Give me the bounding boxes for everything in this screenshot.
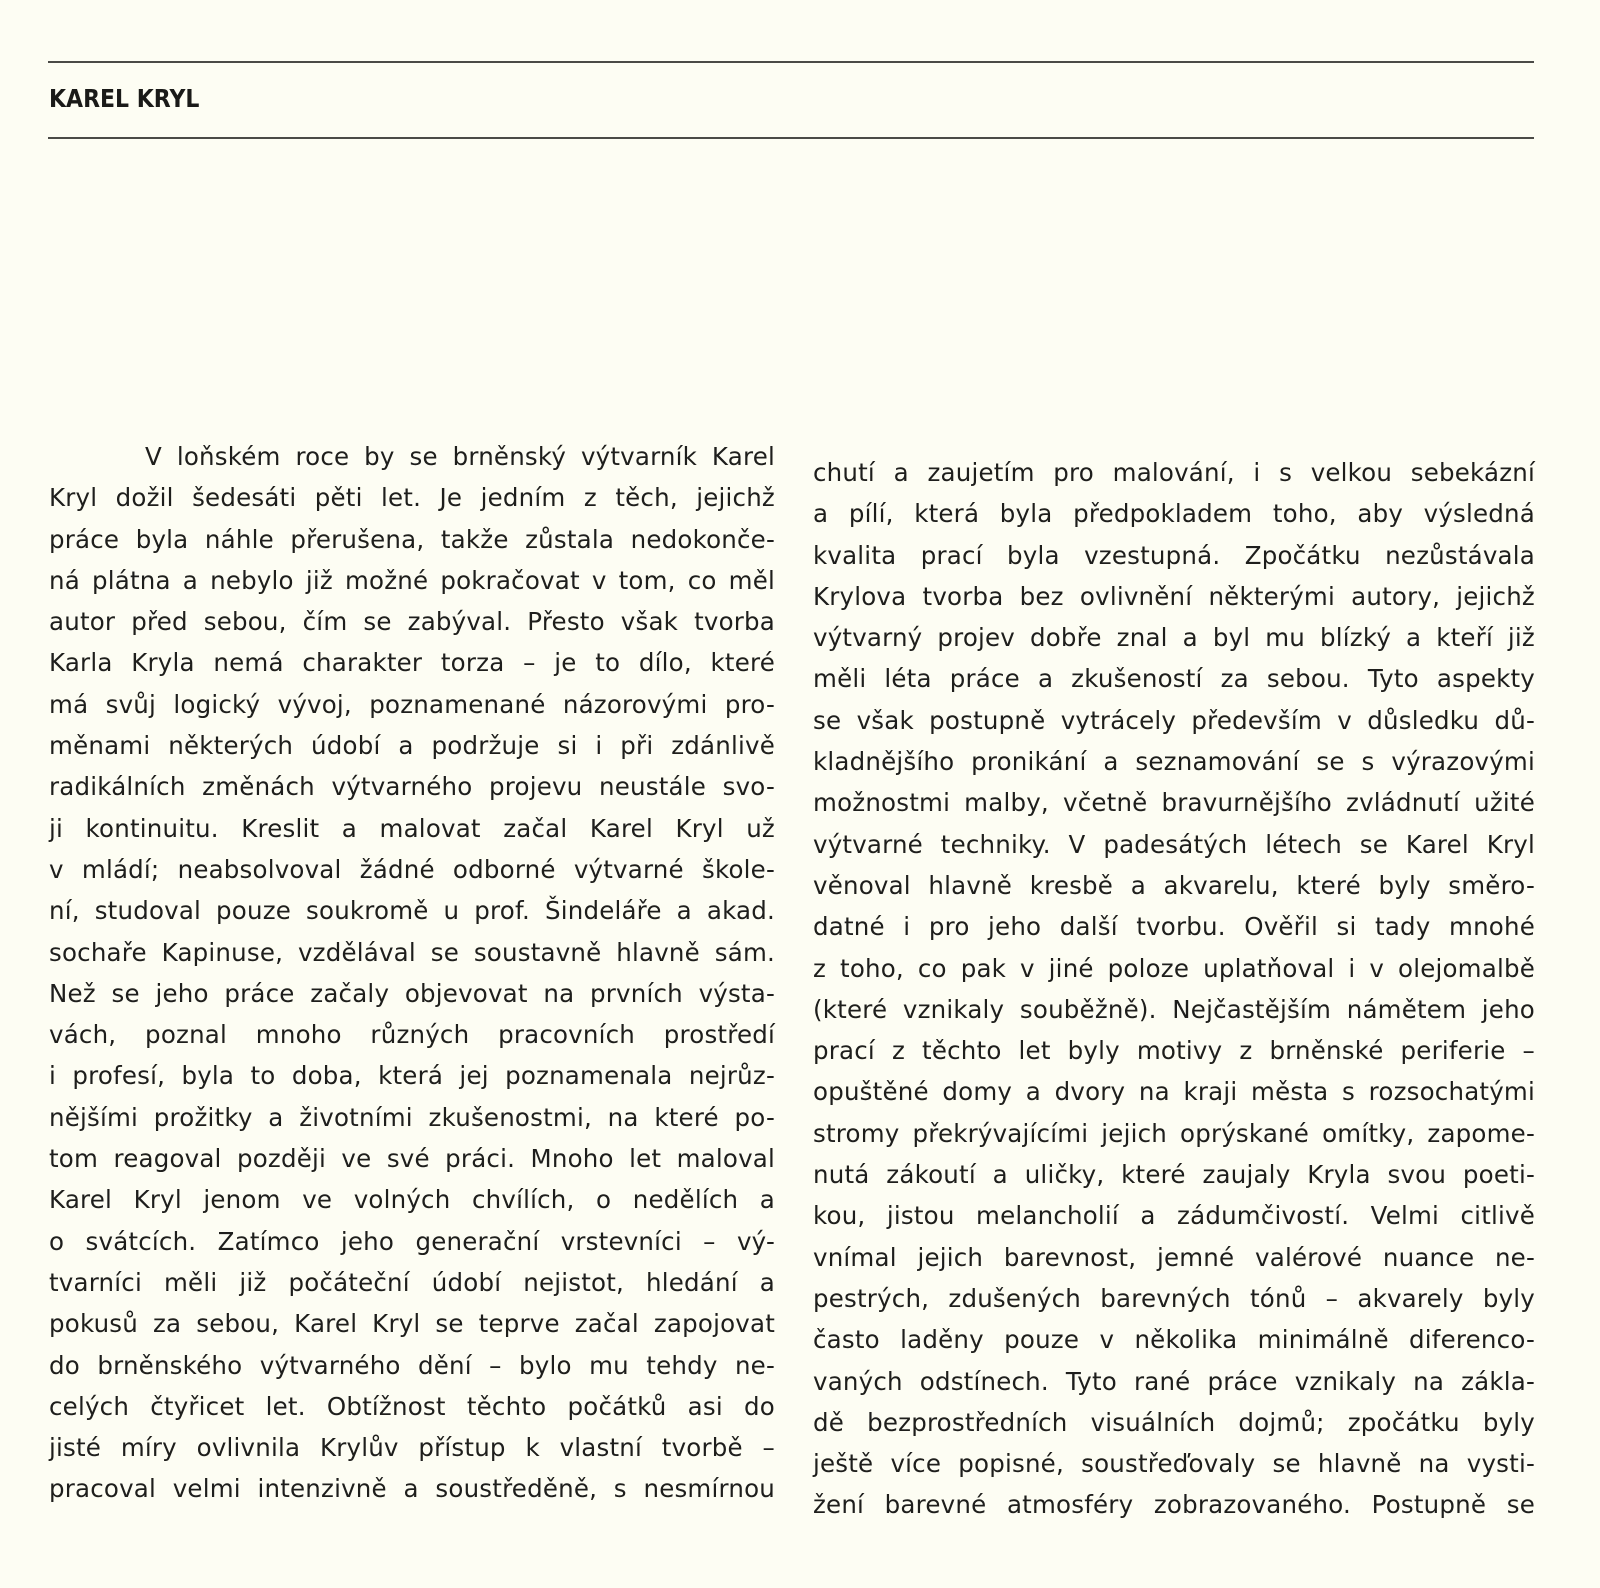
text-line: kou, jistou melancholií a zádumčivostí. Velmi citlivě [813,1201,1535,1231]
text-line: věnoval hlavně kresbě a akvarelu, které byly směro- [813,870,1535,900]
text-line: pestrých, zdušených barevných tónů – akvarely byly [813,1283,1535,1313]
left-text-column [49,436,775,1510]
text-line: Karla Kryla nemá charakter torza – je to dílo, které [49,648,775,678]
text-line: ní, studoval pouze soukromě u prof. Šindeláře a akad. [49,896,775,926]
text-line: nutá zákoutí a uličky, které zaujaly Kryla svou poeti- [813,1160,1535,1190]
text-line: kvalita prací byla vzestupná. Zpočátku nezůstávala [813,540,1535,570]
text-line: v mládí; neabsolvoval žádné odborné výtvarné škole- [49,854,775,884]
text-line: datné i pro jeho další tvorbu. Ověřil si tady mnohé [813,912,1535,942]
text-line: a pílí, která byla předpokladem toho, aby výsledná [813,499,1535,529]
text-line: V loňském roce by se brněnský výtvarník Karel [145,442,775,471]
text-line: i profesí, byla to doba, která jej poznamenala nejrůz- [49,1061,775,1091]
text-line: pokusů za sebou, Karel Kryl se teprve začal zapojovat [49,1309,775,1339]
text-line: práce byla náhle přerušena, takže zůstala nedokonče- [49,524,775,554]
text-line: (které vznikaly souběžně). Nejčastějším námětem jeho [813,994,1535,1024]
text-line: má svůj logický vývoj, poznamenané názorovými pro- [49,689,775,719]
text-line: měli léta práce a zkušeností za sebou. Tyto aspekty [813,664,1535,694]
text-line: stromy překrývajícími jejich oprýskané omítky, zapome- [813,1118,1535,1148]
text-line: tvarníci měli již počáteční údobí nejistot, hledání a [49,1267,775,1297]
text-line: pracoval velmi intenzivně a soustředěně, s nesmírnou [49,1474,775,1504]
title-bottom-rule [48,137,1534,139]
text-line: jisté míry ovlivnila Krylův přístup k vlastní tvorbě – [49,1433,775,1463]
text-line: prací z těchto let byly motivy z brněnské periferie – [813,1036,1535,1066]
text-line: Krylova tvorba bez ovlivnění některými autory, jejichž [813,581,1535,611]
text-line: celých čtyřicet let. Obtížnost těchto počátků asi do [49,1391,775,1421]
text-line: žení barevné atmosféry zobrazovaného. Postupně se [813,1490,1535,1520]
article-title: KAREL KRYL [49,84,200,113]
text-line: sochaře Kapinuse, vzdělával se soustavně hlavně sám. [49,937,775,967]
text-line: vaných odstínech. Tyto rané práce vznikaly na zákla- [813,1366,1535,1396]
text-line: dě bezprostředních visuálních dojmů; zpočátku byly [813,1407,1535,1437]
text-line: výtvarné techniky. V padesátých létech se Karel Kryl [813,829,1535,859]
text-line: chutí a zaujetím pro malování, i s velkou sebekázní [813,458,1535,487]
text-line: Kryl dožil šedesáti pěti let. Je jedním z těch, jejichž [49,483,775,513]
text-line: často laděny pouze v několika minimálně diferenco- [813,1325,1535,1355]
text-line: kladnějšího pronikání a seznamování se s výrazovými [813,747,1535,777]
text-line: vách, poznal mnoho různých pracovních prostředí [49,1020,775,1050]
text-line: se však postupně vytrácely především v důsledku dů- [813,705,1535,735]
text-line: z toho, co pak v jiné poloze uplatňoval i v olejomalbě [813,953,1535,983]
text-line: o svátcích. Zatímco jeho generační vrstevníci – vý- [49,1226,775,1256]
text-line: opuštěné domy a dvory na kraji města s rozsochatými [813,1077,1535,1107]
text-line: Než se jeho práce začaly objevovat na prvních výsta- [49,978,775,1008]
text-line: ná plátna a nebylo již možné pokračovat v tom, co měl [49,565,775,595]
text-line: Karel Kryl jenom ve volných chvílích, o nedělích a [49,1185,775,1215]
text-line: vnímal jejich barevnost, jemné valérové nuance ne- [813,1242,1535,1272]
text-line: možnostmi malby, včetně bravurnějšího zvládnutí užité [813,788,1535,818]
text-line: ještě více popisné, soustřeďovaly se hlavně na vysti- [813,1449,1535,1479]
right-text-column [813,452,1535,1526]
top-rule [48,61,1534,63]
text-line: ji kontinuitu. Kreslit a malovat začal Karel Kryl už [49,813,775,843]
text-line: měnami některých údobí a podržuje si i při zdánlivě [49,731,775,761]
text-line: tom reagoval později ve své práci. Mnoho let maloval [49,1144,775,1174]
text-line: radikálních změnách výtvarného projevu neustále svo- [49,772,775,802]
text-line: do brněnského výtvarného dění – bylo mu tehdy ne- [49,1350,775,1380]
text-line: autor před sebou, čím se zabýval. Přesto však tvorba [49,607,775,637]
text-line: výtvarný projev dobře znal a byl mu blízký a kteří již [813,623,1535,653]
text-line: nějšími prožitky a životními zkušenostmi, na které po- [49,1102,775,1132]
